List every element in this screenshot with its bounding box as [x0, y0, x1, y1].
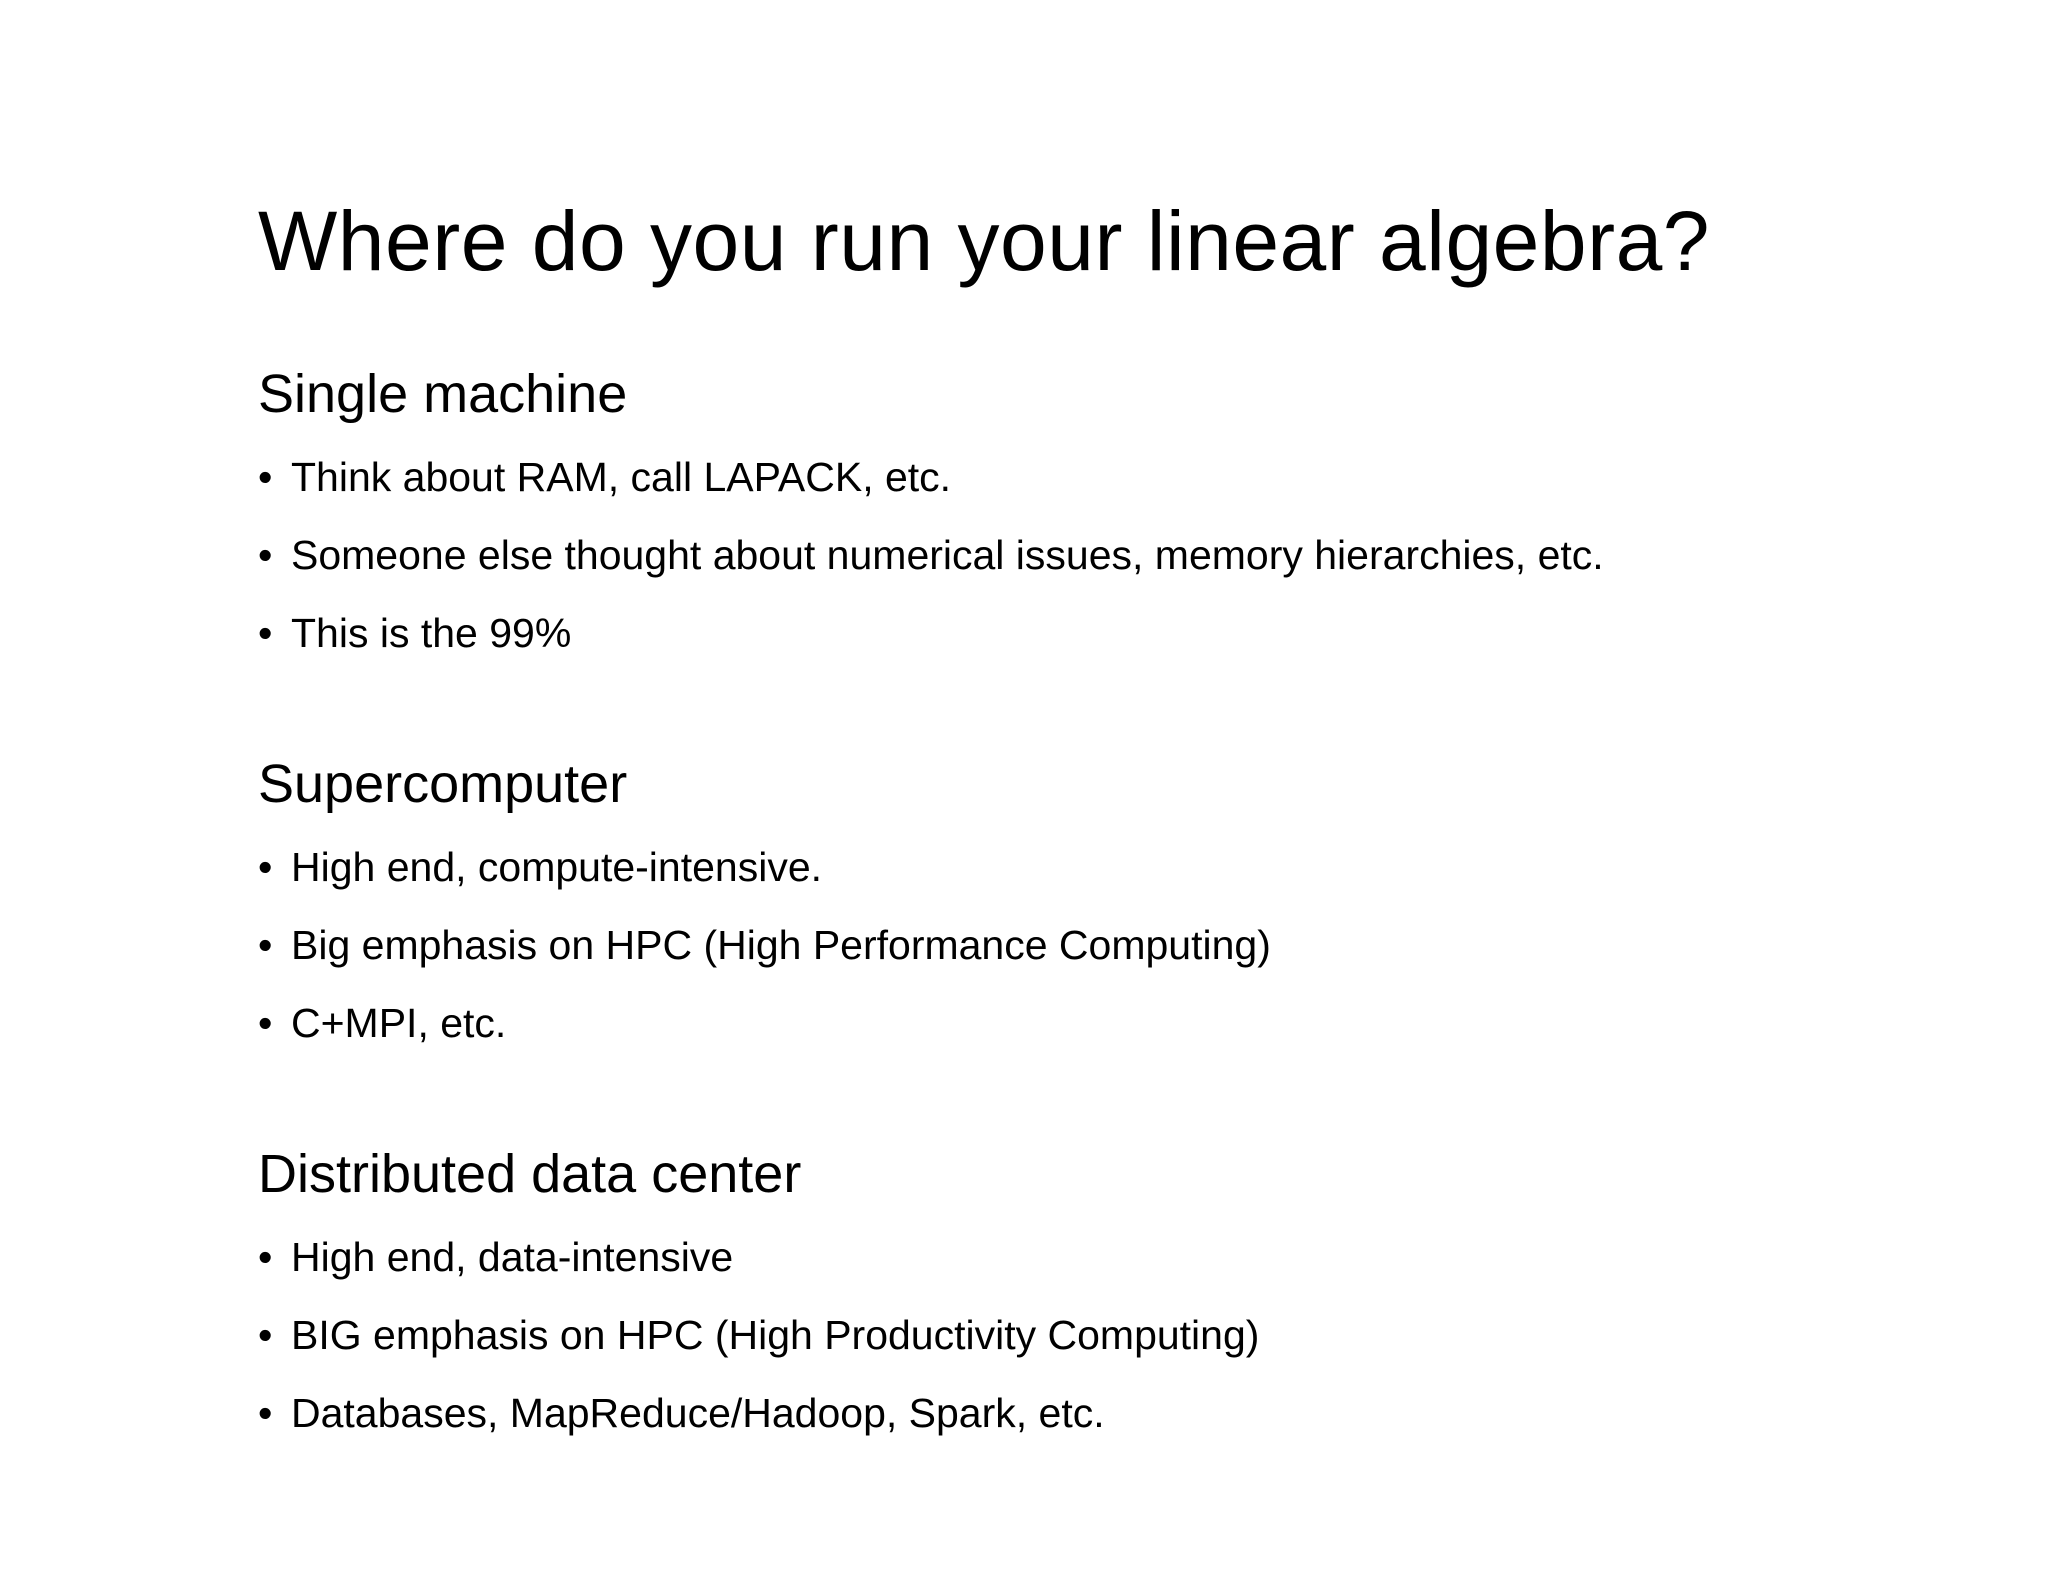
bullet-item	[258, 516, 1978, 594]
bullet-item	[258, 594, 1978, 672]
bullet-dot-icon: •	[258, 1234, 273, 1280]
section-single-machine	[258, 352, 1978, 672]
bullet-dot-icon: •	[258, 454, 273, 500]
section-heading: Distributed data center	[258, 1144, 802, 1204]
bullet-text: C+MPI, etc.	[291, 1000, 507, 1046]
bullet-dot-icon: •	[258, 610, 273, 656]
bullet-text: Big emphasis on HPC (High Performance Computing)	[291, 922, 1271, 968]
bullet-text: This is the 99%	[291, 610, 572, 656]
section-supercomputer	[258, 742, 1978, 1062]
bullet-item	[258, 1218, 1978, 1296]
bullet-dot-icon: •	[258, 1390, 273, 1436]
bullet-list	[258, 828, 1978, 1062]
bullet-text: High end, data-intensive	[291, 1234, 734, 1280]
section-heading: Supercomputer	[258, 754, 628, 814]
bullet-item	[258, 1296, 1978, 1374]
bullet-item	[258, 828, 1978, 906]
bullet-list	[258, 1218, 1978, 1452]
bullet-dot-icon: •	[258, 1000, 273, 1046]
section-heading: Single machine	[258, 364, 628, 424]
bullet-item	[258, 1374, 1978, 1452]
bullet-item	[258, 906, 1978, 984]
bullet-list	[258, 438, 1978, 672]
bullet-item	[258, 438, 1978, 516]
bullet-text: Think about RAM, call LAPACK, etc.	[291, 454, 952, 500]
bullet-text: Databases, MapReduce/Hadoop, Spark, etc.	[291, 1390, 1105, 1436]
bullet-item	[258, 984, 1978, 1062]
section-distributed-data-center	[258, 1132, 1978, 1452]
bullet-dot-icon: •	[258, 922, 273, 968]
bullet-dot-icon: •	[258, 532, 273, 578]
bullet-dot-icon: •	[258, 844, 273, 890]
bullet-text: Someone else thought about numerical issues, memory hierarchies, etc.	[291, 532, 1604, 578]
bullet-dot-icon: •	[258, 1312, 273, 1358]
bullet-text: BIG emphasis on HPC (High Productivity Computing)	[291, 1312, 1260, 1358]
bullet-text: High end, compute-intensive.	[291, 844, 823, 890]
slide-title: Where do you run your linear algebra?	[258, 194, 1710, 288]
